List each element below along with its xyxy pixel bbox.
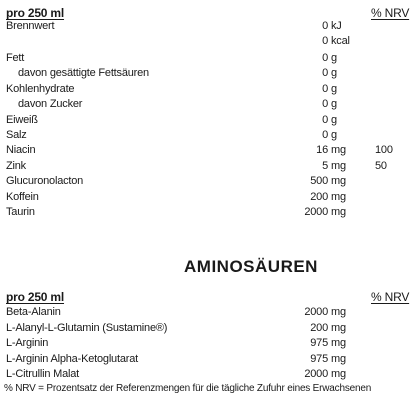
nutrient-unit: g <box>331 129 337 141</box>
nutrient-value: 0 <box>322 67 328 80</box>
nutrient-name: davon gesättigte Fettsäuren <box>18 67 149 80</box>
section-title: AMINOSÄUREN <box>184 257 318 276</box>
nutrient-unit: mg <box>331 368 346 380</box>
nutrient-unit: g <box>331 67 337 80</box>
nutrient-name: Salz <box>6 129 27 141</box>
nutrient-value: 2000 <box>304 306 328 318</box>
nutrient-name: L-Citrullin Malat <box>6 368 80 380</box>
nutrient-name: Fett <box>6 52 25 64</box>
nutrient-unit: mg <box>331 144 346 157</box>
nutrient-name: Zink <box>6 159 26 172</box>
nutrient-value: 16 <box>316 144 328 157</box>
nutrient-unit: mg <box>331 306 346 318</box>
energy-kj-value: 0 <box>322 20 328 32</box>
nutrient-value: 975 <box>310 337 328 349</box>
nutrient-name: L-Alanyl-L-Glutamin (Sustamine®) <box>6 321 168 334</box>
table1-header: pro 250 ml <box>6 6 65 20</box>
table-row <box>0 190 416 204</box>
table-row <box>0 367 416 381</box>
nutrient-value: 975 <box>310 352 328 365</box>
nutrient-value: 200 <box>310 190 328 203</box>
nutrient-unit: mg <box>331 352 346 365</box>
energy-row <box>0 19 416 33</box>
table-row <box>0 174 416 188</box>
table-row <box>0 143 416 157</box>
table-row <box>0 66 416 80</box>
nutrient-name: Koffein <box>6 190 39 203</box>
table-row <box>0 305 416 319</box>
nutrient-nrv: 100 <box>375 144 393 157</box>
nutrient-unit: mg <box>331 321 346 334</box>
nutrient-unit: g <box>331 52 337 64</box>
table2-header: pro 250 ml <box>6 290 65 304</box>
nutrient-name: davon Zucker <box>18 98 83 111</box>
table-row <box>0 352 416 366</box>
energy-label: Brennwert <box>6 20 55 32</box>
table-row <box>0 159 416 173</box>
nutrient-value: 2000 <box>304 368 328 380</box>
nutrient-unit: g <box>331 113 337 126</box>
nutrient-unit: mg <box>331 206 346 218</box>
nutrient-value: 200 <box>310 321 328 334</box>
nutrient-name: Niacin <box>6 144 36 157</box>
nutrient-name: L-Arginin Alpha-Ketoglutarat <box>6 352 138 365</box>
nutrient-unit: mg <box>331 175 346 188</box>
nutrient-nrv: 50 <box>375 159 387 172</box>
nutrient-name: Glucuronolacton <box>6 175 84 188</box>
table-row <box>0 51 416 65</box>
nutrient-value: 0 <box>322 82 328 95</box>
nutrient-name: Kohlenhydrate <box>6 82 75 95</box>
table-row <box>0 113 416 127</box>
table2-nrv-header: % NRV <box>371 290 410 304</box>
table-row <box>0 336 416 350</box>
nutrient-unit: g <box>331 82 337 95</box>
nutrient-name: Eiweiß <box>6 113 38 126</box>
nutrient-value: 0 <box>322 52 328 64</box>
table1-nrv-header: % NRV <box>371 6 410 20</box>
table-row <box>0 321 416 335</box>
nutrient-name: L-Arginin <box>6 337 49 349</box>
energy-kcal-value: 0 <box>322 35 328 47</box>
nutrient-value: 500 <box>310 175 328 188</box>
nutrient-value: 0 <box>322 129 328 141</box>
footnote: % NRV = Prozentsatz der Referenzmengen für die tägliche Zufuhr eines Erwachsenen <box>4 383 372 394</box>
table-row <box>0 82 416 96</box>
nutrient-unit: mg <box>331 159 346 172</box>
nutrient-name: Taurin <box>6 206 35 218</box>
nutrient-name: Beta-Alanin <box>6 306 61 318</box>
table-row <box>0 205 416 219</box>
energy-kj-unit: kJ <box>331 20 342 32</box>
nutrient-unit: mg <box>331 190 346 203</box>
nutrient-value: 0 <box>322 113 328 126</box>
nutrient-unit: g <box>331 98 337 111</box>
nutrient-value: 5 <box>322 159 328 172</box>
energy-kcal-unit: kcal <box>331 35 350 47</box>
nutrient-value: 2000 <box>304 206 328 218</box>
table-row <box>0 128 416 142</box>
nutrient-unit: mg <box>331 337 346 349</box>
table-row <box>0 97 416 111</box>
nutrient-value: 0 <box>322 98 328 111</box>
